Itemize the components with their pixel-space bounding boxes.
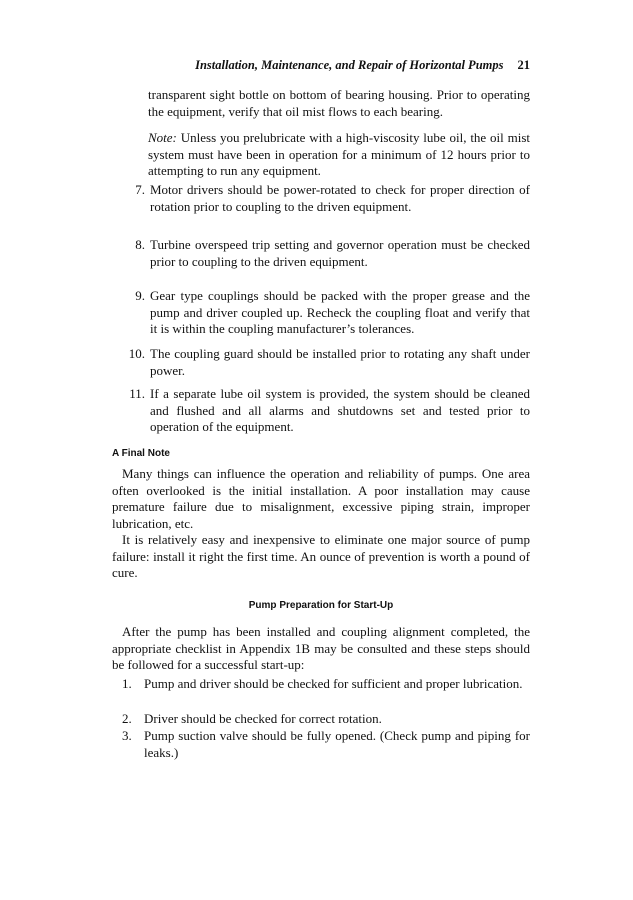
running-header (110, 58, 530, 73)
list-item-text: Gear type couplings should be packed with the proper grease and the pump and driver coupled up. Recheck the coupling float and verify that it is within the coupling manufacturer’s tolerances. (150, 288, 530, 336)
list-item-number: 9. (135, 288, 145, 303)
list-item-number: 8. (135, 237, 145, 252)
list-item-text: Driver should be checked for correct rotation. (144, 711, 382, 726)
note-text: Unless you prelubricate with a high-viscosity lube oil, the oil mist system must have been in operation for a minimum of 12 hours prior to attempting to run any equipment. (148, 130, 530, 178)
page-number: 21 (517, 58, 530, 72)
list-item-text: Pump and driver should be checked for sufficient and proper lubrication. (144, 676, 523, 691)
list-item-text: Pump suction valve should be fully opened. (Check pump and piping for leaks.) (144, 728, 530, 760)
list-item (112, 728, 530, 761)
body-paragraph: Many things can influence the operation and reliability of pumps. One area often overlooked is the initial installation. A poor installation may cause premature failure due to misalignment, excessive piping strain, improper lubrication, etc. (112, 466, 530, 531)
list-item (125, 288, 530, 338)
section-heading-final-note: A Final Note (112, 448, 170, 459)
list-item-text: If a separate lube oil system is provided, the system should be cleaned and flushed and all alarms and shutdowns set and tested prior to operation of the equipment. (150, 386, 530, 434)
list-item (125, 237, 530, 270)
continuation-paragraph: transparent sight bottle on bottom of bearing housing. Prior to operating the equipment, verify that oil mist flows to each bearing. (148, 87, 530, 119)
list-item-number: 1. (122, 676, 132, 691)
list-item-number: 10. (128, 346, 145, 361)
list-item-number: 3. (122, 728, 132, 743)
body-paragraph: It is relatively easy and inexpensive to eliminate one major source of pump failure: install it right the first time. An ounce of prevention is worth a pound of cure. (112, 532, 530, 580)
list-item-text: Turbine overspeed trip setting and governor operation must be checked prior to coupling to the driven equipment. (150, 237, 530, 269)
note-label: Note: (148, 130, 177, 145)
running-header-title: Installation, Maintenance, and Repair of Horizontal Pumps (195, 58, 504, 72)
list-item (125, 346, 530, 379)
list-item (125, 386, 530, 436)
list-item-text: Motor drivers should be power-rotated to check for proper direction of rotation prior to coupling to the driven equipment. (150, 182, 530, 214)
section-heading-startup: Pump Preparation for Start-Up (248, 600, 394, 611)
startup-intro-paragraph: After the pump has been installed and coupling alignment completed, the appropriate checklist in Appendix 1B may be consulted and these steps should be followed for a successful start-up: (112, 624, 530, 672)
list-item (125, 182, 530, 215)
list-item (112, 676, 530, 693)
list-item-text: The coupling guard should be installed prior to rotating any shaft under power. (150, 346, 530, 378)
list-item-number: 2. (122, 711, 132, 726)
list-item-number: 7. (135, 182, 145, 197)
list-item (112, 711, 530, 728)
list-item-number: 11. (129, 386, 145, 401)
note-paragraph (148, 130, 530, 180)
